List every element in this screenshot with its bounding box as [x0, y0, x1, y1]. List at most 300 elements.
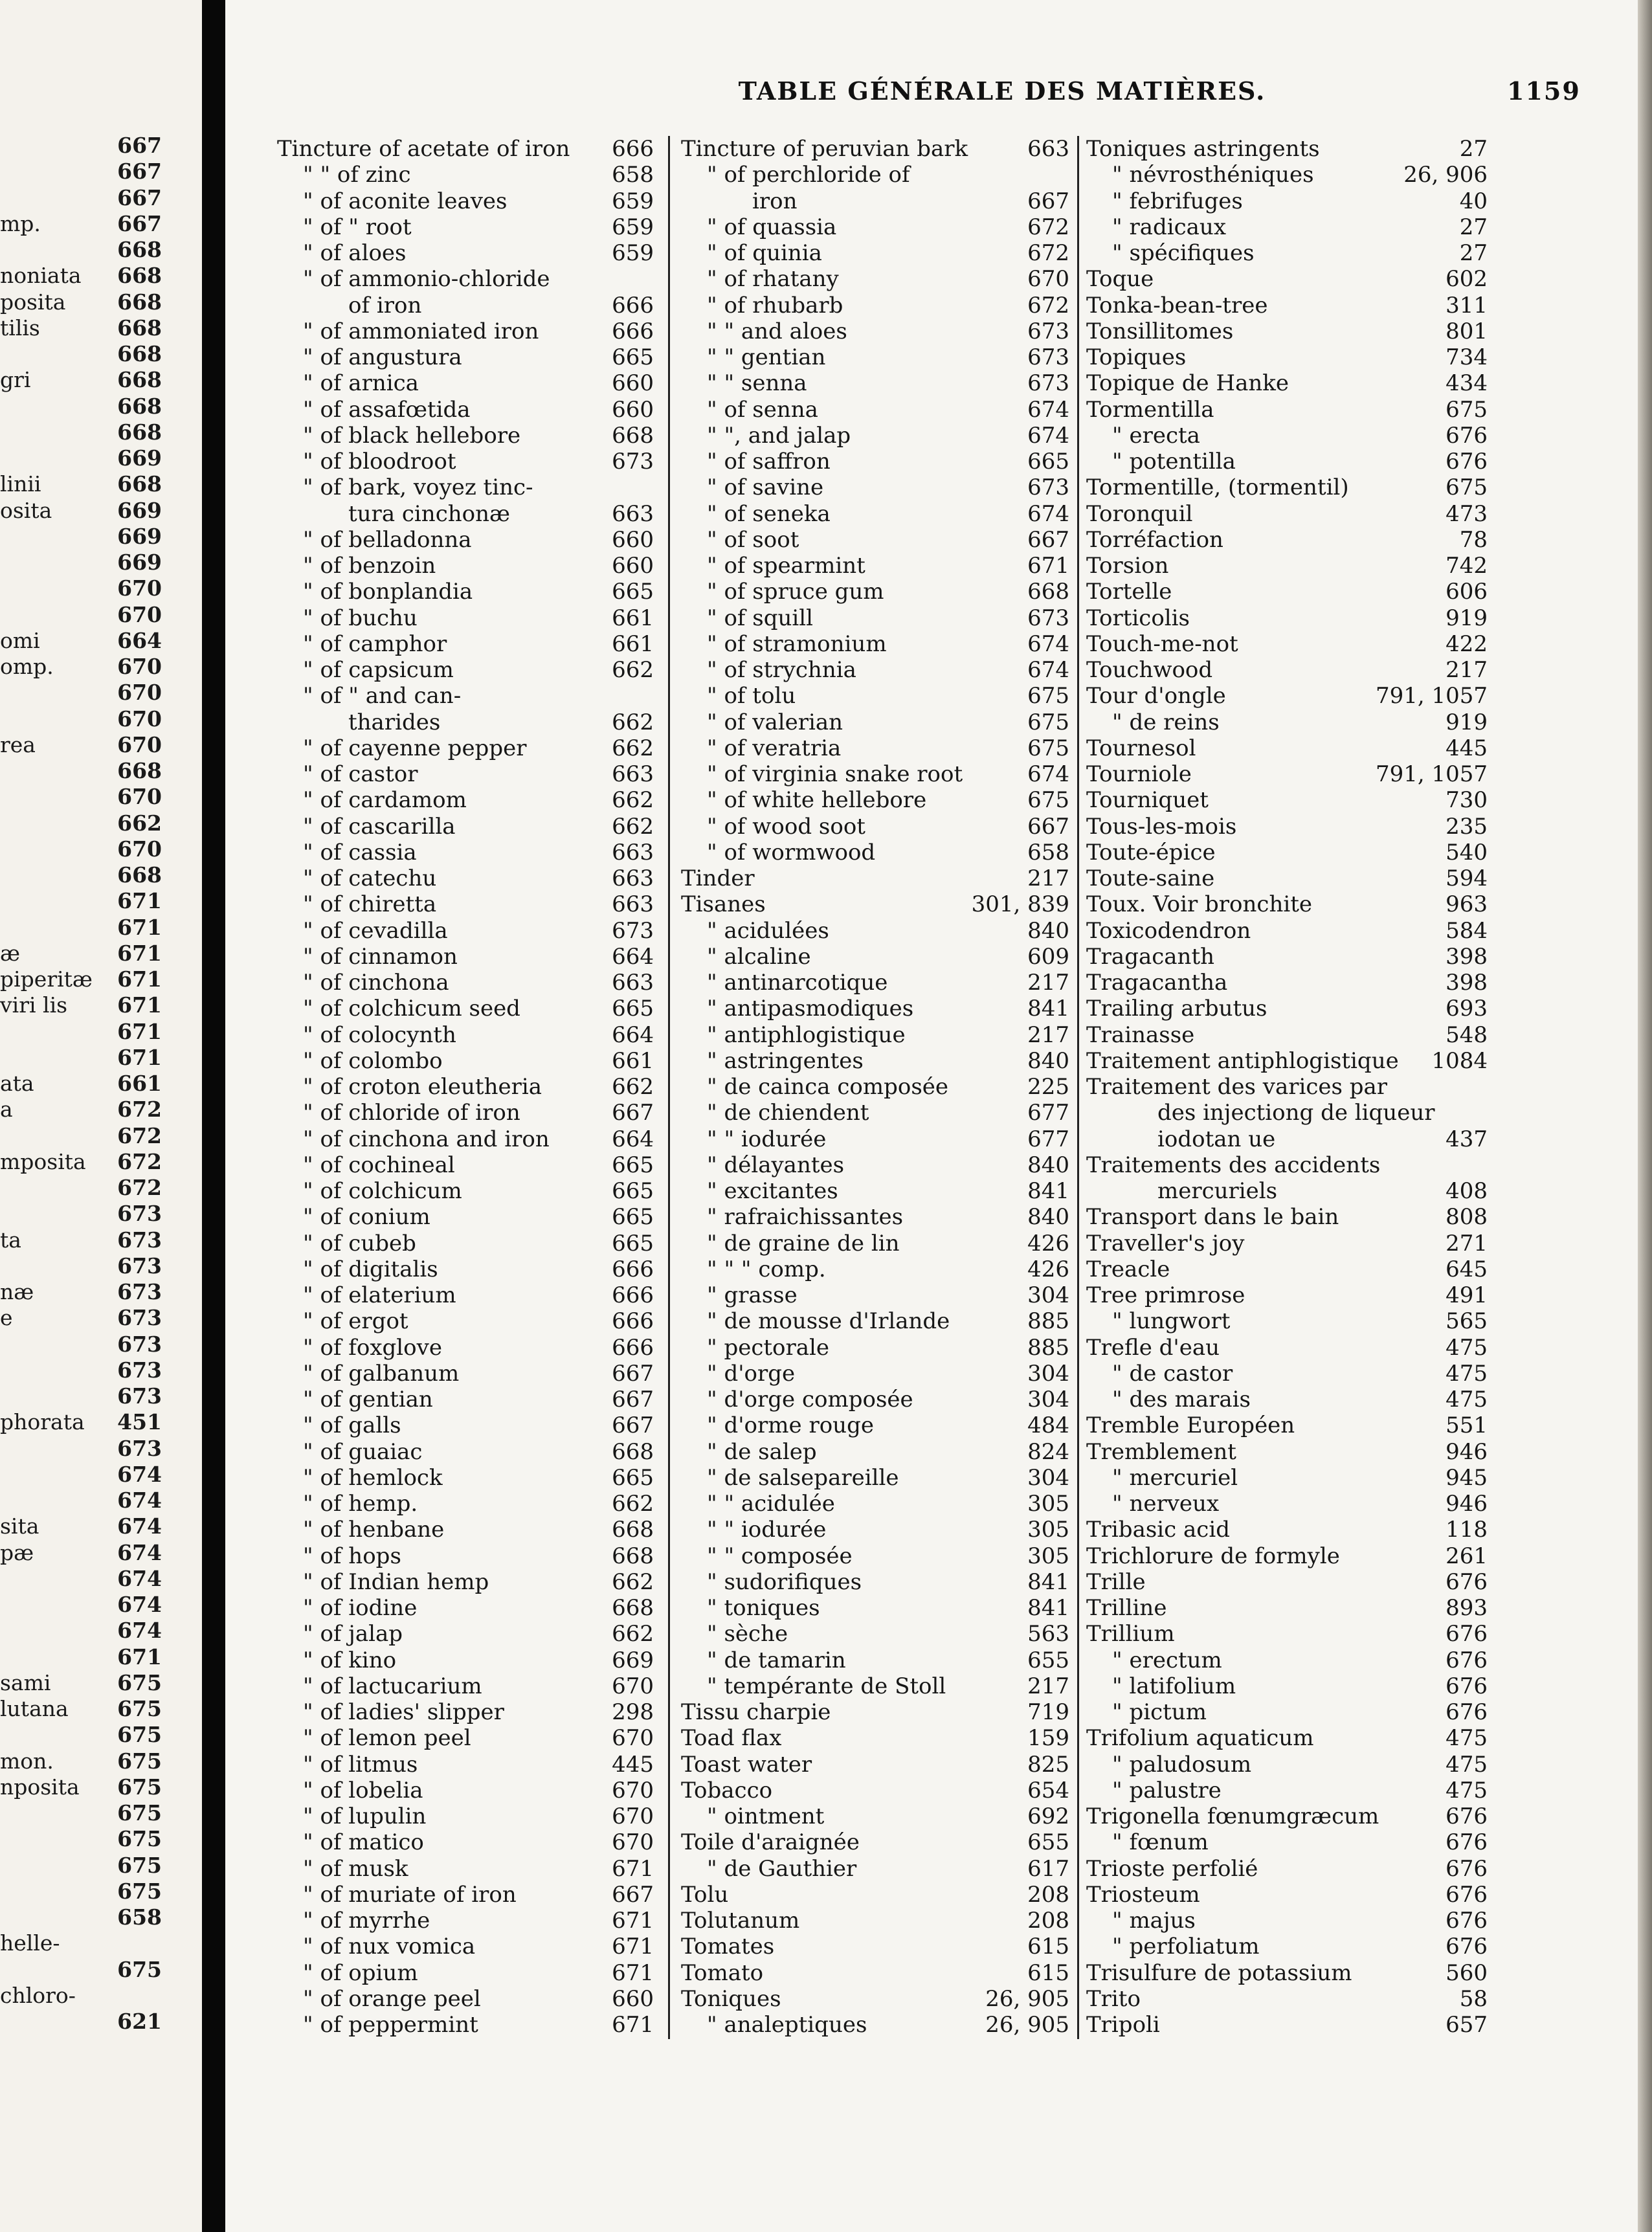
index-entry	[277, 1621, 654, 1647]
entry-term: " radicaux	[1112, 214, 1226, 240]
left-entry-page: 675	[117, 1826, 162, 1852]
entry-term: Trigonella fœnumgræcum	[1086, 1803, 1379, 1829]
index-entry	[1086, 1725, 1488, 1751]
index-entry	[277, 1673, 654, 1699]
entry-term: " of aloes	[303, 240, 407, 266]
entry-page: 669	[612, 1647, 654, 1673]
entry-term: " of cinchona and iron	[303, 1126, 550, 1152]
index-entry	[681, 553, 1069, 579]
entry-page: 606	[1446, 579, 1488, 605]
entry-term: " antiphlogistique	[707, 1021, 906, 1048]
entry-page: 666	[612, 1308, 654, 1335]
index-entry	[277, 474, 654, 500]
index-entry	[1086, 1595, 1488, 1621]
left-index-row	[0, 341, 162, 367]
index-entry	[681, 1439, 1069, 1465]
index-entry	[277, 501, 654, 527]
entry-term: Tremble Européen	[1086, 1412, 1295, 1439]
left-entry-page: 668	[117, 367, 162, 393]
entry-page: 445	[612, 1751, 654, 1778]
left-entry-page: 672	[117, 1122, 162, 1148]
entry-term: Trillium	[1086, 1621, 1175, 1647]
entry-page: 742	[1446, 553, 1488, 579]
index-entry	[681, 1204, 1069, 1230]
index-entry	[681, 293, 1069, 318]
entry-term: Touch-me-not	[1086, 631, 1238, 657]
entry-page: 665	[612, 344, 654, 370]
entry-term: Traitement antiphlogistique	[1086, 1047, 1399, 1074]
index-entry	[681, 1335, 1069, 1361]
entry-page: 840	[1027, 1204, 1069, 1231]
left-index-row	[0, 159, 162, 184]
column-rule	[1077, 136, 1079, 2039]
entry-page: 675	[1446, 474, 1488, 501]
entry-page: 305	[1027, 1517, 1069, 1543]
entry-page: 666	[612, 1256, 654, 1282]
entry-page: 445	[1446, 735, 1488, 761]
entry-term: Tremblement	[1086, 1438, 1236, 1465]
entry-page: 655	[1027, 1647, 1069, 1673]
entry-page: 305	[1027, 1491, 1069, 1517]
left-entry-page: 674	[117, 1592, 162, 1617]
entry-page: 663	[612, 761, 654, 787]
entry-term: " of orange peel	[303, 1985, 481, 2012]
index-entry	[277, 1595, 654, 1621]
entry-page: 548	[1446, 1021, 1488, 1048]
left-entry-page: 670	[117, 575, 162, 601]
entry-term: " of aconite leaves	[303, 188, 508, 214]
entry-page: 841	[1027, 996, 1069, 1022]
index-entry	[1086, 657, 1488, 683]
index-entry	[277, 1204, 654, 1230]
entry-page: 660	[612, 553, 654, 579]
index-entry	[681, 579, 1069, 605]
index-entry	[277, 944, 654, 970]
entry-term: " of bark, voyez tinc-	[303, 474, 533, 501]
index-entry	[1086, 527, 1488, 553]
index-entry	[1086, 735, 1488, 761]
left-index-row	[0, 1957, 162, 1983]
entry-term: " de Gauthier	[707, 1855, 857, 1882]
entry-term: Tripoli	[1086, 2012, 1160, 2038]
index-entry	[277, 370, 654, 396]
entry-page: 657	[1446, 2012, 1488, 2038]
entry-term: " of chiretta	[303, 891, 437, 918]
entry-term: " of ammonio-chloride	[303, 266, 550, 293]
entry-page: 27	[1459, 214, 1488, 240]
entry-term: iodotan ue	[1157, 1126, 1276, 1152]
index-entry	[277, 865, 654, 891]
index-entry	[1086, 787, 1488, 813]
left-index-row	[0, 1800, 162, 1826]
entry-term: " latifolium	[1112, 1673, 1236, 1699]
left-index-row	[0, 1513, 162, 1539]
left-index-row	[0, 1149, 162, 1175]
index-entry	[681, 1569, 1069, 1595]
left-index-row	[0, 1097, 162, 1122]
entry-page: 676	[1446, 422, 1488, 449]
left-index-row	[0, 941, 162, 966]
entry-term: " of virginia snake root	[707, 761, 963, 787]
left-entry-text: ata	[0, 1071, 34, 1096]
index-entry	[1086, 1569, 1488, 1595]
index-entry	[277, 1361, 654, 1387]
index-entry	[681, 1882, 1069, 1908]
left-entry-page: 675	[117, 1696, 162, 1721]
entry-term: des injectiong de liqueur	[1157, 1100, 1435, 1126]
left-entry-page: 675	[117, 1956, 162, 1982]
entry-term: " of nux vomica	[303, 1934, 476, 1960]
entry-term: " excitantes	[707, 1178, 838, 1204]
entry-term: " mercuriel	[1112, 1464, 1238, 1491]
index-entry	[277, 1699, 654, 1725]
entry-page: 491	[1446, 1282, 1488, 1308]
entry-page: 662	[612, 735, 654, 761]
entry-term: " perfoliatum	[1112, 1934, 1260, 1960]
index-entry	[277, 631, 654, 657]
entry-term: " of lobelia	[303, 1777, 423, 1803]
left-index-row	[0, 185, 162, 211]
entry-page: 660	[612, 526, 654, 553]
entry-page: 617	[1027, 1855, 1069, 1882]
left-entry-text: sita	[0, 1513, 39, 1539]
entry-term: " of savine	[707, 474, 824, 501]
left-entry-text: omp.	[0, 654, 54, 679]
entry-page: 426	[1027, 1230, 1069, 1256]
entry-term: " paludosum	[1112, 1751, 1252, 1778]
entry-term: Touchwood	[1086, 657, 1213, 683]
left-index-row	[0, 966, 162, 992]
index-entry	[681, 891, 1069, 917]
entry-page: 893	[1446, 1595, 1488, 1621]
entry-page: 663	[1027, 136, 1069, 162]
index-entry	[277, 1231, 654, 1256]
left-entry-page: 673	[117, 1227, 162, 1253]
left-entry-page: 673	[117, 1279, 162, 1304]
left-index-row	[0, 498, 162, 524]
index-entry	[681, 474, 1069, 500]
left-entry-text: mposita	[0, 1148, 86, 1174]
entry-term: " nerveux	[1112, 1491, 1220, 1517]
index-entry	[1086, 840, 1488, 865]
entry-page: 662	[612, 1074, 654, 1100]
entry-page: 665	[612, 579, 654, 605]
index-entry	[277, 1856, 654, 1882]
entry-page: 663	[612, 970, 654, 996]
index-entry	[1086, 1439, 1488, 1465]
left-entry-page: 670	[117, 706, 162, 731]
entry-page: 676	[1446, 1934, 1488, 1960]
entry-page: 159	[1027, 1725, 1069, 1752]
index-entry	[277, 970, 654, 996]
left-index-row	[0, 367, 162, 393]
entry-term: " of kino	[303, 1647, 397, 1673]
entry-term: " of spearmint	[707, 553, 865, 579]
index-entry	[1086, 814, 1488, 840]
entry-term: " astringentes	[707, 1047, 864, 1074]
entry-page: 673	[1027, 344, 1069, 370]
entry-page: 660	[612, 370, 654, 397]
entry-page: 398	[1446, 943, 1488, 970]
entry-term: " pectorale	[707, 1334, 830, 1361]
entry-page: 919	[1446, 605, 1488, 631]
left-entry-text: chloro-	[0, 1982, 76, 2008]
index-entry	[681, 344, 1069, 370]
entry-page: 1084	[1431, 1047, 1488, 1074]
entry-page: 675	[1027, 709, 1069, 735]
entry-page: 609	[1027, 943, 1069, 970]
left-index-row	[0, 445, 162, 471]
entry-page: 719	[1027, 1699, 1069, 1725]
entry-page: 662	[612, 657, 654, 683]
left-entry-page: 670	[117, 601, 162, 627]
index-entry	[277, 1126, 654, 1152]
entry-term: " de reins	[1112, 709, 1220, 735]
index-entry	[277, 918, 654, 944]
left-entry-page: 667	[117, 184, 162, 210]
left-index-row	[0, 1540, 162, 1566]
entry-page: 667	[1027, 188, 1069, 214]
index-column-2	[681, 136, 1069, 2038]
entry-page: 662	[612, 1568, 654, 1595]
entry-term: Tourniquet	[1086, 787, 1209, 814]
index-entry	[277, 891, 654, 917]
entry-term: " of perchloride of	[707, 162, 910, 188]
left-entry-page: 671	[117, 914, 162, 940]
left-entry-text: næ	[0, 1279, 34, 1304]
index-entry	[1086, 918, 1488, 944]
index-entry	[1086, 1231, 1488, 1256]
entry-term: " des marais	[1112, 1387, 1251, 1412]
entry-page: 484	[1027, 1412, 1069, 1439]
left-entry-page: 675	[117, 1878, 162, 1904]
left-entry-page: 673	[117, 1383, 162, 1409]
left-entry-page: 675	[117, 1722, 162, 1748]
entry-term: " of valerian	[707, 709, 843, 735]
entry-term: " sudorifiques	[707, 1568, 862, 1595]
entry-page: 661	[612, 605, 654, 631]
entry-term: " de salsepareille	[707, 1464, 899, 1491]
index-entry	[681, 1048, 1069, 1074]
index-entry	[277, 1908, 654, 1934]
left-entry-text: osita	[0, 497, 52, 523]
entry-term: " potentilla	[1112, 449, 1236, 474]
index-entry	[277, 553, 654, 579]
entry-term: " of " and can-	[303, 683, 462, 709]
entry-term: Toute-saine	[1086, 865, 1215, 891]
index-entry	[277, 1934, 654, 1959]
entry-term: Tomato	[681, 1959, 764, 1986]
index-entry	[681, 1178, 1069, 1204]
entry-term: " of Indian hemp	[303, 1568, 489, 1595]
left-entry-text: posita	[0, 289, 66, 315]
index-entry	[681, 1934, 1069, 1959]
left-entry-page: 668	[117, 471, 162, 497]
left-index-row	[0, 1618, 162, 1644]
entry-term: " of cascarilla	[303, 813, 456, 840]
entry-term: " of buchu	[303, 605, 418, 631]
entry-page: 475	[1446, 1334, 1488, 1361]
entry-page: 665	[1027, 449, 1069, 474]
index-entry	[1086, 970, 1488, 996]
index-entry	[277, 996, 654, 1021]
entry-page: 663	[612, 891, 654, 918]
entry-page: 217	[1027, 970, 1069, 996]
index-entry	[681, 2012, 1069, 2038]
entry-page: 301, 839	[971, 891, 1069, 918]
index-entry	[1086, 605, 1488, 631]
entry-page: 58	[1459, 1985, 1488, 2012]
left-index-row	[0, 654, 162, 680]
column-rule	[668, 136, 670, 2039]
left-index-row	[0, 1462, 162, 1488]
index-entry	[1086, 1517, 1488, 1543]
entry-term: Trilline	[1086, 1595, 1167, 1621]
index-entry	[681, 605, 1069, 631]
index-entry	[277, 1986, 654, 2012]
entry-page: 304	[1027, 1387, 1069, 1412]
left-index-row	[0, 1670, 162, 1696]
index-entry	[681, 865, 1069, 891]
index-entry	[681, 1022, 1069, 1048]
entry-page: 670	[612, 1803, 654, 1829]
page-edge	[1638, 0, 1652, 2232]
left-entry-page: 662	[117, 810, 162, 836]
entry-term: " febrifuges	[1112, 188, 1243, 214]
index-entry	[1086, 1829, 1488, 1855]
entry-page: 672	[1027, 240, 1069, 266]
entry-term: Triosteum	[1086, 1881, 1200, 1908]
entry-page: 676	[1446, 1568, 1488, 1595]
index-entry	[277, 683, 654, 709]
entry-term: " of hemp.	[303, 1491, 418, 1517]
entry-term: Tinder	[681, 865, 755, 891]
index-entry	[277, 814, 654, 840]
entry-term: Tincture of acetate of iron	[277, 136, 570, 162]
index-entry	[681, 709, 1069, 735]
entry-page: 304	[1027, 1282, 1069, 1308]
index-entry	[277, 1569, 654, 1595]
entry-page: 208	[1027, 1881, 1069, 1908]
index-entry	[681, 449, 1069, 474]
left-entry-page: 669	[117, 523, 162, 549]
index-entry	[277, 1412, 654, 1438]
index-entry	[681, 1152, 1069, 1178]
left-entry-text: helle-	[0, 1930, 60, 1956]
entry-page: 645	[1446, 1256, 1488, 1282]
index-entry	[1086, 1986, 1488, 2012]
index-entry	[681, 397, 1069, 423]
index-entry	[1086, 891, 1488, 917]
entry-page: 945	[1446, 1464, 1488, 1491]
entry-page: 677	[1027, 1126, 1069, 1152]
left-entry-text: nposita	[0, 1774, 80, 1800]
entry-term: " of cevadilla	[303, 917, 448, 944]
index-entry	[1086, 449, 1488, 474]
index-entry	[681, 918, 1069, 944]
left-entry-page: 669	[117, 445, 162, 471]
index-entry	[1086, 1673, 1488, 1699]
left-index-row	[0, 133, 162, 159]
index-entry	[1086, 370, 1488, 396]
entry-term: " " iodurée	[707, 1517, 827, 1543]
entry-term: " of strychnia	[707, 657, 856, 683]
left-entry-page: 668	[117, 862, 162, 887]
entry-term: " of wormwood	[707, 839, 876, 865]
entry-page: 668	[612, 1595, 654, 1621]
entry-page: 666	[612, 292, 654, 318]
entry-term: " of ammoniated iron	[303, 318, 539, 344]
left-entry-page: 671	[117, 992, 162, 1018]
index-entry	[1086, 423, 1488, 449]
left-index-row	[0, 836, 162, 862]
entry-page: 661	[612, 1047, 654, 1074]
left-entry-page: 672	[117, 1097, 162, 1122]
entry-term: " of cardamom	[303, 787, 467, 814]
entry-page: 840	[1027, 917, 1069, 944]
entry-page: 677	[1027, 1100, 1069, 1126]
index-entry	[1086, 397, 1488, 423]
entry-term: " of digitalis	[303, 1256, 438, 1282]
entry-term: " of tolu	[707, 683, 796, 709]
left-index-row	[0, 1696, 162, 1722]
left-entry-page: 664	[117, 627, 162, 653]
left-entry-page: 668	[117, 393, 162, 419]
left-entry-page: 668	[117, 758, 162, 783]
left-entry-page: 674	[117, 1618, 162, 1644]
entry-term: " of galbanum	[303, 1360, 460, 1387]
entry-page: 673	[612, 449, 654, 474]
left-index-row	[0, 992, 162, 1018]
entry-term: Topiques	[1086, 344, 1187, 370]
index-entry	[1086, 344, 1488, 370]
index-entry	[681, 1543, 1069, 1569]
left-entry-page: 670	[117, 654, 162, 679]
index-entry	[1086, 1204, 1488, 1230]
left-entry-page: 670	[117, 784, 162, 810]
index-entry	[1086, 136, 1488, 162]
index-entry	[277, 2012, 654, 2038]
left-entry-text: a	[0, 1097, 13, 1122]
entry-page: 658	[612, 162, 654, 188]
left-index-row	[0, 575, 162, 601]
entry-page: 674	[1027, 761, 1069, 787]
left-entry-page: 675	[117, 1774, 162, 1800]
left-entry-page: 668	[117, 341, 162, 366]
left-entry-text: mon.	[0, 1748, 54, 1774]
entry-page: 475	[1446, 1777, 1488, 1803]
index-entry	[277, 293, 654, 318]
left-index-row	[0, 1930, 162, 1956]
entry-page: 475	[1446, 1360, 1488, 1387]
entry-term: Transport dans le bain	[1086, 1204, 1339, 1231]
entry-term: " of quassia	[707, 214, 837, 240]
index-entry	[681, 188, 1069, 214]
index-entry	[277, 657, 654, 683]
left-entry-page: 667	[117, 133, 162, 158]
entry-page: 659	[612, 240, 654, 266]
left-index-row	[0, 915, 162, 941]
left-entry-page: 673	[117, 1253, 162, 1278]
entry-page: 311	[1446, 292, 1488, 318]
index-entry	[1086, 188, 1488, 214]
left-entry-page: 668	[117, 289, 162, 315]
index-entry	[277, 1152, 654, 1178]
entry-page: 963	[1446, 891, 1488, 918]
index-entry	[1086, 1752, 1488, 1778]
entry-term: " of iodine	[303, 1595, 418, 1621]
entry-term: " of elaterium	[303, 1282, 456, 1308]
